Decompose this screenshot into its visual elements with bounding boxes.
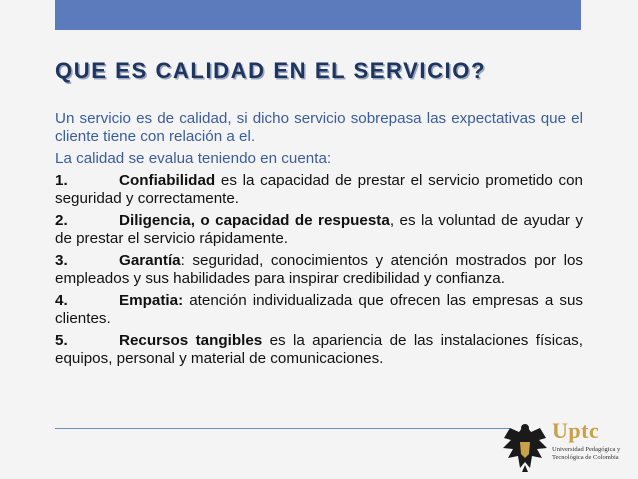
item-description: seguridad, conocimientos y atención mostrados por los empleados y sus habilidades para inspirar credibilidad y confianza. xyxy=(55,252,583,287)
item-number: 1. xyxy=(55,172,68,189)
item-number: 4. xyxy=(55,292,68,309)
uptc-logo xyxy=(500,416,635,476)
item-separator: , xyxy=(389,212,400,229)
item-separator: : xyxy=(180,252,193,269)
item-term: Confiabilidad xyxy=(119,172,216,189)
criterion-item xyxy=(55,172,583,208)
criterion-item xyxy=(55,292,583,328)
criterion-item xyxy=(55,212,583,248)
slide-body xyxy=(55,110,583,372)
criteria-lead: La calidad se evalua teniendo en cuenta: xyxy=(55,150,332,167)
item-number: 5. xyxy=(55,332,68,349)
item-description: atención individualizada que ofrecen las empresas a sus clientes. xyxy=(55,292,583,327)
item-number: 2. xyxy=(55,212,68,229)
item-term: Empatia: xyxy=(119,292,184,309)
item-separator xyxy=(262,332,269,349)
item-number: 3. xyxy=(55,252,68,269)
criterion-item xyxy=(55,332,583,368)
slide-title: QUE ES CALIDAD EN EL SERVICIO? xyxy=(55,58,487,83)
logo-subtitle: Universidad Pedagógica y Tecnológica de Colombia xyxy=(552,446,621,461)
item-description: es la voluntad de ayudar y de prestar el servicio rápidamente. xyxy=(55,212,583,247)
intro-paragraph: Un servicio es de calidad, si dicho servicio sobrepasa las expectativas que el cliente tiene con relación a el. xyxy=(55,110,583,145)
top-accent-bar xyxy=(55,0,581,30)
logo-wordmark: Uptc xyxy=(552,418,600,443)
item-term: Recursos tangibles xyxy=(119,332,263,349)
item-term: Garantía xyxy=(119,252,181,269)
criterion-item xyxy=(55,252,583,288)
item-description: es la apariencia de las instalaciones físicas, equipos, personal y material de comunicaciones. xyxy=(55,332,583,367)
eagle-crest-icon xyxy=(500,416,550,476)
bottom-divider xyxy=(55,428,510,429)
item-description: es la capacidad de prestar el servicio prometido con seguridad y correctamente. xyxy=(55,172,583,207)
item-term: Diligencia, o capacidad de respuesta xyxy=(119,212,390,229)
